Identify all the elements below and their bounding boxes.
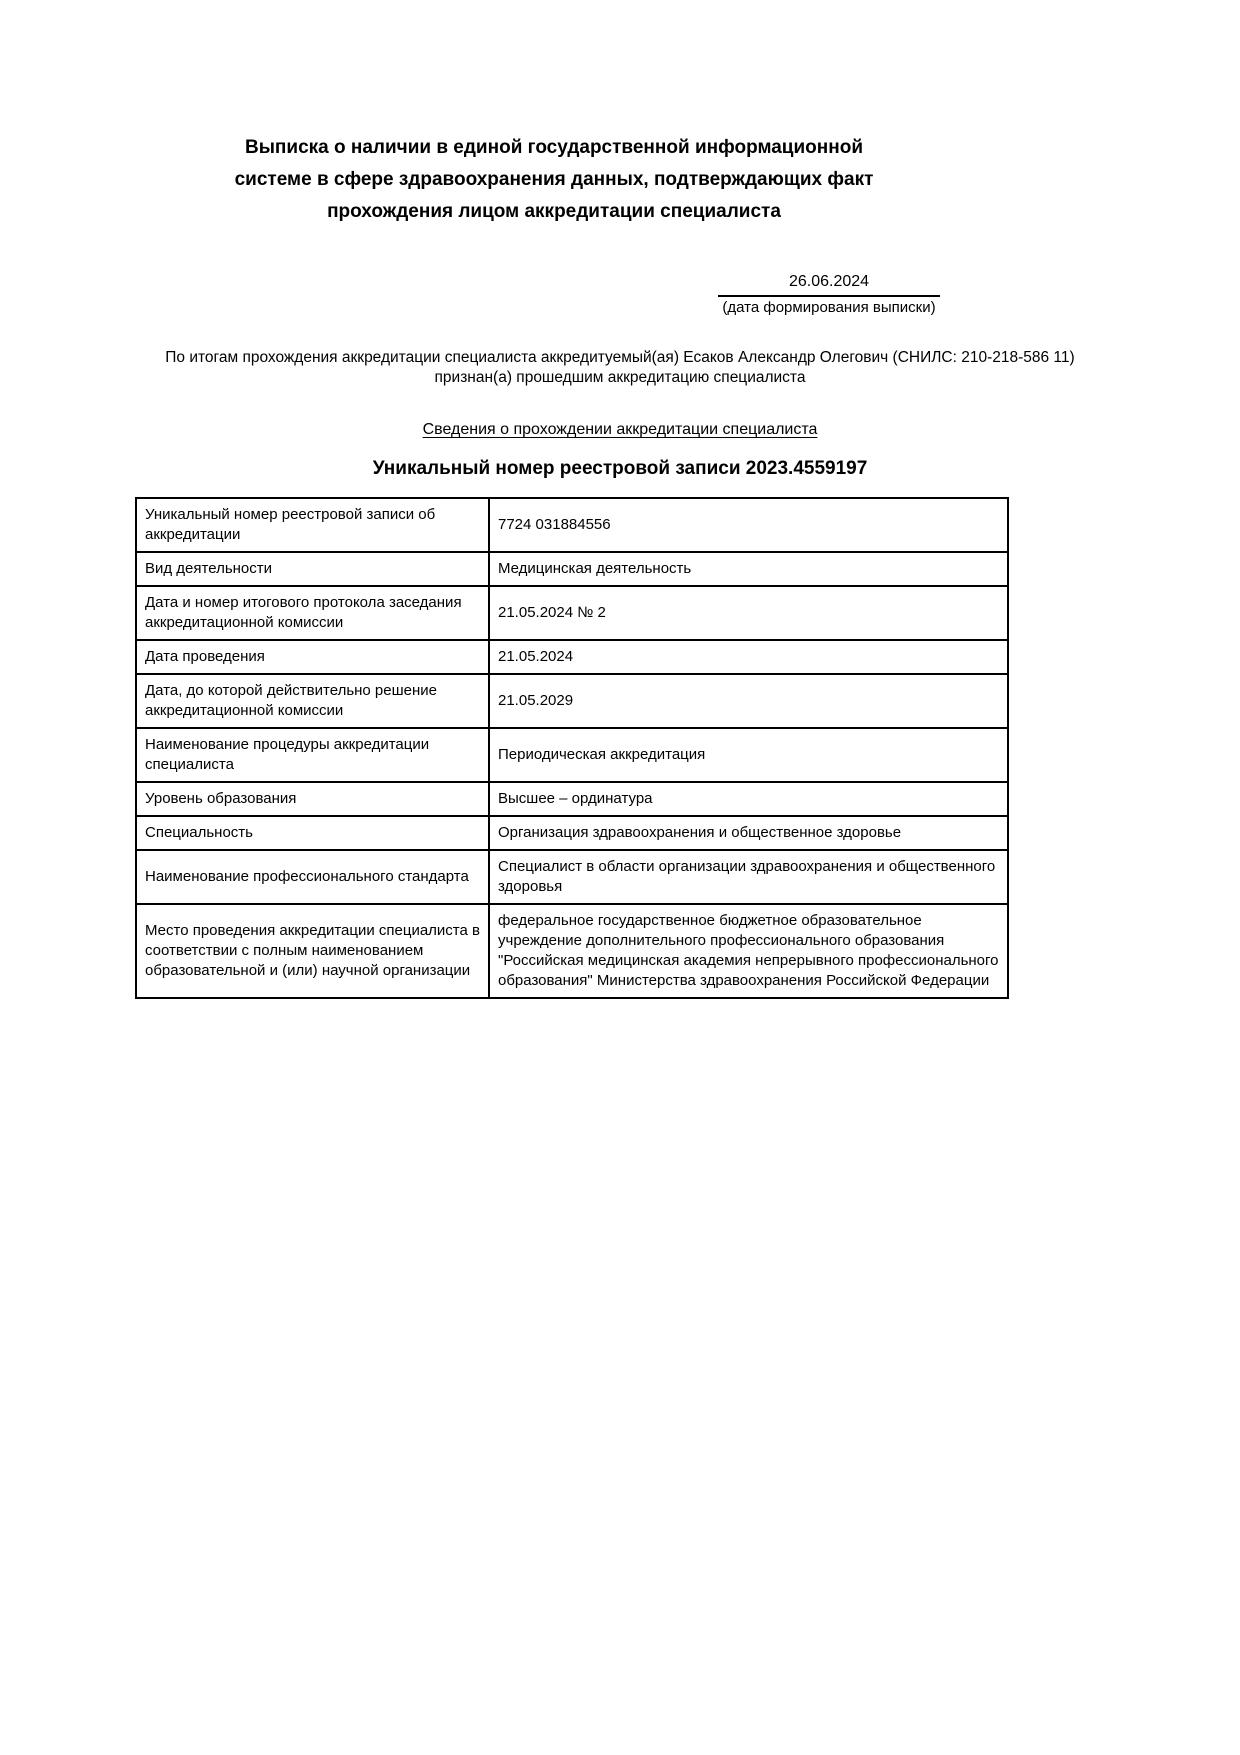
row-value: Медицинская деятельность (489, 552, 1008, 586)
row-label: Уникальный номер реестровой записи об аккредитации (136, 498, 489, 552)
table-row (136, 904, 1008, 998)
row-label: Наименование профессионального стандарта (136, 850, 489, 904)
document-title-line-1: Выписка о наличии в единой государственной информационной (244, 137, 864, 158)
row-value: Высшее – ординатура (489, 782, 1008, 816)
issue-date-caption: (дата формирования выписки) (722, 299, 936, 316)
table-row (136, 816, 1008, 850)
table-row (136, 850, 1008, 904)
section-heading (135, 420, 1105, 440)
row-label: Наименование процедуры аккредитации специалиста (136, 728, 489, 782)
issue-date-block (718, 272, 940, 317)
accreditation-table (135, 497, 1009, 999)
row-value: 21.05.2029 (489, 674, 1008, 728)
table-row (136, 674, 1008, 728)
row-value: федеральное государственное бюджетное образовательное учреждение дополнительного профессионального образования "Российская медицинская академия непрерывного профессионального образования" Министерства здравоохранения Российской Федерации (489, 904, 1008, 998)
row-label: Вид деятельности (136, 552, 489, 586)
row-value: Специалист в области организации здравоохранения и общественного здоровья (489, 850, 1008, 904)
row-label: Уровень образования (136, 782, 489, 816)
document-title-line-3: прохождения лицом аккредитации специалиста (327, 201, 781, 222)
record-number-heading: Уникальный номер реестровой записи 2023.4559197 (372, 458, 868, 479)
row-value: 7724 031884556 (489, 498, 1008, 552)
document-title-line-2: системе в сфере здравоохранения данных, подтверждающих факт (234, 169, 874, 190)
row-label: Дата и номер итогового протокола заседания аккредитационной комиссии (136, 586, 489, 640)
row-value: Организация здравоохранения и общественное здоровье (489, 816, 1008, 850)
table-row (136, 640, 1008, 674)
table-row (136, 728, 1008, 782)
table-row (136, 498, 1008, 552)
row-label: Специальность (136, 816, 489, 850)
row-label: Дата проведения (136, 640, 489, 674)
document-title (204, 132, 904, 228)
intro-line-1: По итогам прохождения аккредитации специалиста аккредитуемый(ая) Есаков Александр Олегович (СНИЛС: 210-218-586 11) (165, 349, 1075, 366)
table-row (136, 552, 1008, 586)
row-value: Периодическая аккредитация (489, 728, 1008, 782)
section-heading-text: Сведения о прохождении аккредитации специалиста (422, 421, 818, 438)
issue-date: 26.06.2024 (718, 272, 940, 297)
row-value: 21.05.2024 (489, 640, 1008, 674)
intro-line-2: признан(а) прошедшим аккредитацию специалиста (434, 369, 806, 386)
table-row (136, 586, 1008, 640)
row-label: Место проведения аккредитации специалиста в соответствии с полным наименованием образовательной и (или) научной организации (136, 904, 489, 998)
row-label: Дата, до которой действительно решение аккредитационной комиссии (136, 674, 489, 728)
table-row (136, 782, 1008, 816)
intro-paragraph (135, 348, 1105, 388)
row-value: 21.05.2024 № 2 (489, 586, 1008, 640)
